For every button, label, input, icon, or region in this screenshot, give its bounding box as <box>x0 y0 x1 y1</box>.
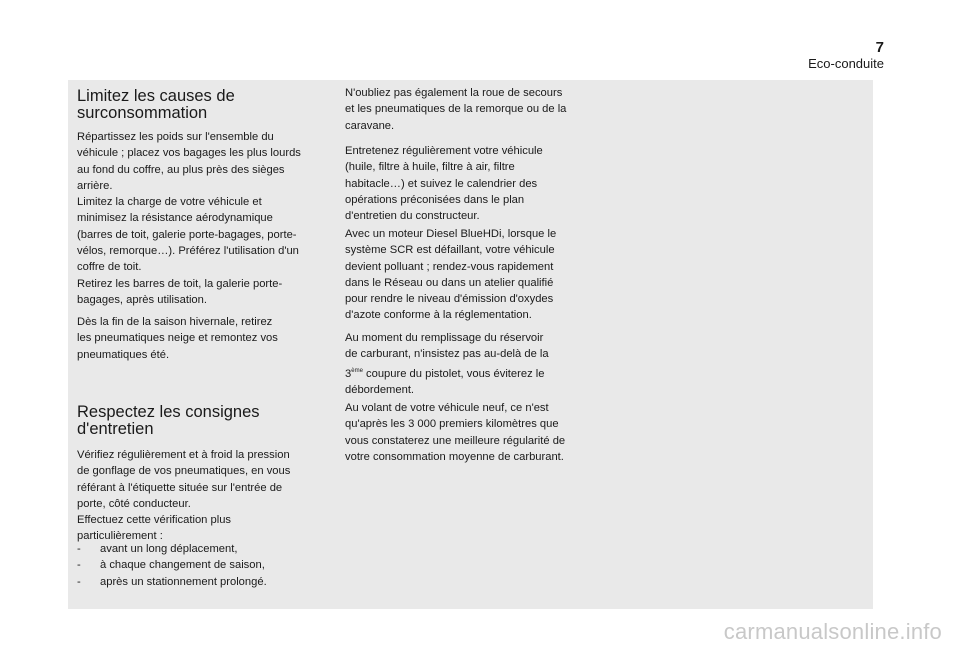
text-line: Entretenez régulièrement votre véhicule <box>345 145 543 157</box>
paragraph-service-schedule <box>345 143 543 224</box>
ordinal-suffix: ème <box>351 367 363 374</box>
text-line: Répartissez les poids sur l'ensemble du <box>77 131 274 143</box>
text-line: d'azote conforme à la réglementation. <box>345 309 532 322</box>
text-line: de carburant, n'insistez pas au-delà de la <box>345 348 549 361</box>
text-line: au fond du coffre, au plus près des sièges <box>77 163 285 176</box>
text-line: coupure du pistolet, vous éviterez le <box>362 367 545 380</box>
text-line: (huile, filtre à huile, filtre à air, filtre <box>345 161 515 174</box>
heading-line: Limitez les causes de <box>77 87 235 105</box>
heading-line: surconsommation <box>77 104 208 122</box>
text-line: vous constaterez une meilleure régularité de <box>345 434 566 447</box>
list-item <box>77 574 267 590</box>
list-item <box>77 541 267 557</box>
text-line: porte, côté conducteur. <box>77 497 191 510</box>
text-line: caravane. <box>345 119 395 132</box>
text-line: référant à l'étiquette située sur l'entrée de <box>77 481 283 494</box>
page-number: 7 <box>875 39 884 56</box>
text-line: Dès la fin de la saison hivernale, retirez <box>77 316 273 328</box>
text-line: devient polluant ; rendez-vous rapidement <box>345 260 554 273</box>
text-line: Effectuez cette vérification plus <box>77 514 232 527</box>
list-dash: - <box>77 543 81 555</box>
heading-maintenance <box>77 404 260 438</box>
text-line: habitacle…) et suivez le calendrier des <box>345 177 538 190</box>
text-line: Avec un moteur Diesel BlueHDi, lorsque le <box>345 228 557 240</box>
text-line: d'entretien du constructeur. <box>345 210 480 223</box>
text-line: et les pneumatiques de la remorque ou de la <box>345 103 567 116</box>
text-line: N'oubliez pas également la roue de secours <box>345 87 563 99</box>
text-line: les pneumatiques neige et remontez vos <box>77 332 278 345</box>
text-line: vélos, remorque…). Préférez l'utilisation d'un <box>77 245 299 258</box>
paragraph-load <box>77 129 301 308</box>
text-line: Limitez la charge de votre véhicule et <box>77 196 262 209</box>
paragraph-tyre-pressure <box>77 447 290 545</box>
text-line: débordement. <box>345 383 415 396</box>
text-line: Vérifiez régulièrement et à froid la pression <box>77 449 290 461</box>
text-line: votre consommation moyenne de carburant. <box>345 450 564 463</box>
paragraph-scr-system <box>345 226 556 324</box>
paragraph-running-in <box>345 400 565 465</box>
text-line: particulièrement : <box>77 530 163 543</box>
text-line: minimisez la résistance aérodynamique <box>77 212 273 225</box>
text-line: Retirez les barres de toit, la galerie porte- <box>77 277 283 290</box>
text-line: Au volant de votre véhicule neuf, ce n'est <box>345 402 549 414</box>
list-item <box>77 557 267 573</box>
text-line: pneumatiques été. <box>77 348 170 361</box>
text-line: pour rendre le niveau d'émission d'oxydes <box>345 293 554 306</box>
paragraph-winter-tyres <box>77 314 278 363</box>
heading-line: Respectez les consignes <box>77 403 260 421</box>
section-title: Eco-conduite <box>808 56 884 71</box>
check-list <box>77 541 267 590</box>
text-line: opérations préconisées dans le plan <box>345 193 525 206</box>
content-panel <box>68 80 873 609</box>
text-line: véhicule ; placez vos bagages les plus lourds <box>77 147 301 160</box>
text-line: qu'après les 3 000 premiers kilomètres que <box>345 418 559 431</box>
list-item-text: avant un long déplacement, <box>100 543 238 555</box>
list-dash: - <box>77 559 81 572</box>
list-dash: - <box>77 575 81 588</box>
heading-line: d'entretien <box>77 420 154 438</box>
list-item-text: à chaque changement de saison, <box>100 559 265 572</box>
text-line: (barres de toit, galerie porte-bagages, porte- <box>77 228 297 241</box>
text-line: dans le Réseau ou dans un atelier qualifié <box>345 276 554 289</box>
watermark: carmanualsonline.info <box>723 619 942 644</box>
text-line: de gonflage de vos pneumatiques, en vous <box>77 465 291 478</box>
heading-reduce-consumption <box>77 88 235 122</box>
ordinal-number: 3 <box>345 367 352 380</box>
text-line: coffre de toit. <box>77 261 142 274</box>
text-line: Au moment du remplissage du réservoir <box>345 332 544 344</box>
text-line: système SCR est défaillant, votre véhicule <box>345 244 555 257</box>
text-line: arrière. <box>77 179 113 192</box>
text-line: bagages, après utilisation. <box>77 293 207 306</box>
paragraph-refuelling <box>345 330 549 398</box>
list-item-text: après un stationnement prolongé. <box>100 575 267 588</box>
paragraph-spare-wheel <box>345 85 566 134</box>
